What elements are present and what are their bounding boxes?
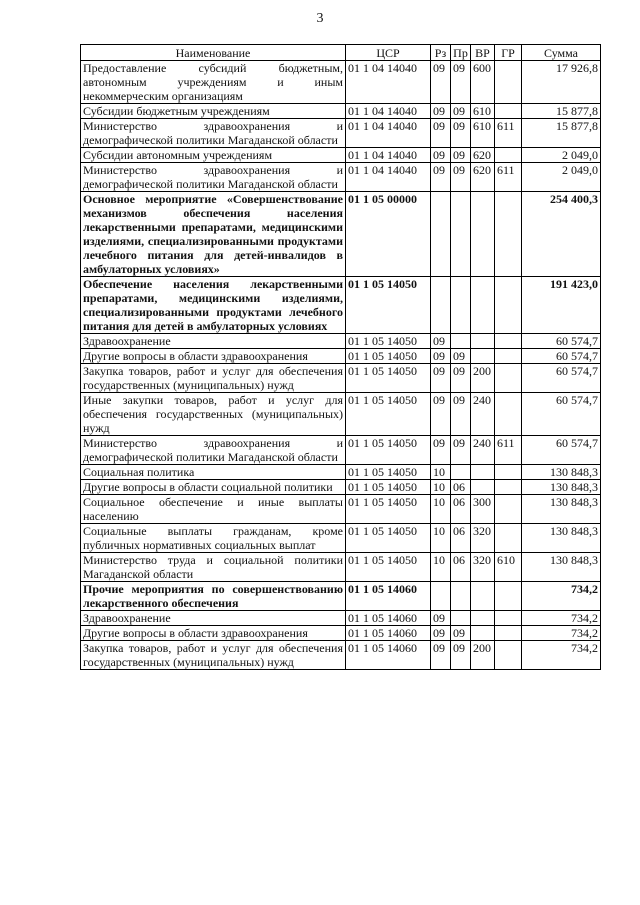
table-row — [81, 480, 601, 495]
cell-sum: 254 400,3 — [522, 192, 601, 277]
cell-gr — [495, 611, 522, 626]
cell-gr: 611 — [495, 436, 522, 465]
cell-vr — [471, 626, 495, 641]
cell-sum: 60 574,7 — [522, 364, 601, 393]
cell-gr — [495, 104, 522, 119]
cell-gr: 611 — [495, 163, 522, 192]
cell-sum: 60 574,7 — [522, 393, 601, 436]
cell-gr — [495, 277, 522, 334]
cell-csr: 01 1 05 14050 — [346, 277, 431, 334]
cell-pr: 09 — [451, 148, 471, 163]
cell-name: Министерство здравоохранения и демографической политики Магаданской области — [81, 163, 346, 192]
page-number: 3 — [316, 11, 324, 26]
cell-gr — [495, 364, 522, 393]
cell-gr — [495, 495, 522, 524]
table-row — [81, 334, 601, 349]
cell-pr: 09 — [451, 61, 471, 104]
cell-rz: 09 — [431, 334, 451, 349]
cell-rz: 09 — [431, 641, 451, 670]
cell-csr: 01 1 05 14050 — [346, 465, 431, 480]
cell-gr — [495, 192, 522, 277]
cell-sum: 130 848,3 — [522, 553, 601, 582]
cell-vr — [471, 582, 495, 611]
cell-vr: 300 — [471, 495, 495, 524]
cell-sum: 60 574,7 — [522, 349, 601, 364]
cell-name: Министерство труда и социальной политики Магаданской области — [81, 553, 346, 582]
cell-pr: 09 — [451, 436, 471, 465]
cell-pr — [451, 334, 471, 349]
cell-csr: 01 1 05 14050 — [346, 524, 431, 553]
cell-csr: 01 1 05 14050 — [346, 364, 431, 393]
cell-name: Министерство здравоохранения и демографической политики Магаданской области — [81, 119, 346, 148]
cell-vr: 610 — [471, 119, 495, 148]
cell-rz: 09 — [431, 364, 451, 393]
table-row — [81, 524, 601, 553]
cell-pr: 06 — [451, 553, 471, 582]
table-row — [81, 192, 601, 277]
cell-gr: 611 — [495, 119, 522, 148]
cell-csr: 01 1 05 14050 — [346, 334, 431, 349]
cell-pr: 06 — [451, 495, 471, 524]
cell-pr — [451, 277, 471, 334]
cell-name: Социальные выплаты гражданам, кроме публичных нормативных социальных выплат — [81, 524, 346, 553]
cell-name: Здравоохранение — [81, 611, 346, 626]
cell-csr: 01 1 05 14050 — [346, 553, 431, 582]
cell-csr: 01 1 04 14040 — [346, 104, 431, 119]
cell-pr: 09 — [451, 163, 471, 192]
budget-table — [80, 44, 601, 670]
cell-name: Обеспечение населения лекарственными препаратами, медицинскими изделиями, специализированными продуктами лечебного питания для детей в амбулаторных условиях — [81, 277, 346, 334]
cell-vr — [471, 334, 495, 349]
cell-pr: 09 — [451, 641, 471, 670]
cell-rz: 09 — [431, 163, 451, 192]
cell-rz: 10 — [431, 524, 451, 553]
cell-csr: 01 1 05 14060 — [346, 582, 431, 611]
cell-pr: 06 — [451, 524, 471, 553]
header-csr: ЦСР — [346, 45, 431, 61]
cell-csr: 01 1 05 00000 — [346, 192, 431, 277]
cell-gr — [495, 582, 522, 611]
cell-pr — [451, 611, 471, 626]
cell-csr: 01 1 05 14060 — [346, 626, 431, 641]
cell-vr — [471, 349, 495, 364]
cell-vr: 600 — [471, 61, 495, 104]
cell-sum: 734,2 — [522, 641, 601, 670]
cell-pr: 09 — [451, 119, 471, 148]
cell-rz: 09 — [431, 119, 451, 148]
cell-sum: 2 049,0 — [522, 148, 601, 163]
cell-rz: 09 — [431, 611, 451, 626]
table-row — [81, 277, 601, 334]
cell-sum: 734,2 — [522, 611, 601, 626]
cell-pr: 09 — [451, 364, 471, 393]
cell-name: Другие вопросы в области здравоохранения — [81, 349, 346, 364]
cell-rz: 09 — [431, 61, 451, 104]
cell-rz — [431, 582, 451, 611]
cell-gr: 610 — [495, 553, 522, 582]
table-body — [81, 61, 601, 670]
cell-csr: 01 1 04 14040 — [346, 163, 431, 192]
cell-vr — [471, 611, 495, 626]
table-row — [81, 611, 601, 626]
cell-name: Другие вопросы в области здравоохранения — [81, 626, 346, 641]
cell-gr — [495, 334, 522, 349]
cell-vr — [471, 480, 495, 495]
table-row — [81, 553, 601, 582]
header-vr: ВР — [471, 45, 495, 61]
cell-gr — [495, 641, 522, 670]
table-row — [81, 465, 601, 480]
cell-vr: 320 — [471, 553, 495, 582]
cell-gr — [495, 349, 522, 364]
cell-rz: 09 — [431, 436, 451, 465]
cell-sum: 2 049,0 — [522, 163, 601, 192]
table-row — [81, 641, 601, 670]
cell-rz — [431, 277, 451, 334]
cell-csr: 01 1 04 14040 — [346, 61, 431, 104]
cell-pr: 09 — [451, 626, 471, 641]
header-gr: ГР — [495, 45, 522, 61]
cell-gr — [495, 480, 522, 495]
cell-name: Предоставление субсидий бюджетным, автономным учреждениям и иным некоммерческим организациям — [81, 61, 346, 104]
cell-csr: 01 1 05 14060 — [346, 611, 431, 626]
cell-sum: 130 848,3 — [522, 495, 601, 524]
table-row — [81, 364, 601, 393]
cell-gr — [495, 465, 522, 480]
cell-rz: 09 — [431, 148, 451, 163]
cell-csr: 01 1 05 14050 — [346, 480, 431, 495]
cell-rz: 10 — [431, 495, 451, 524]
cell-sum: 60 574,7 — [522, 334, 601, 349]
cell-csr: 01 1 05 14050 — [346, 393, 431, 436]
cell-vr: 620 — [471, 148, 495, 163]
table-row — [81, 61, 601, 104]
cell-rz: 10 — [431, 553, 451, 582]
cell-sum: 130 848,3 — [522, 524, 601, 553]
cell-vr: 610 — [471, 104, 495, 119]
table-row — [81, 626, 601, 641]
table-header-row — [81, 45, 601, 61]
cell-csr: 01 1 05 14050 — [346, 436, 431, 465]
cell-gr — [495, 148, 522, 163]
cell-name: Социальное обеспечение и иные выплаты населению — [81, 495, 346, 524]
cell-gr — [495, 524, 522, 553]
cell-gr — [495, 61, 522, 104]
cell-csr: 01 1 04 14040 — [346, 119, 431, 148]
cell-sum: 17 926,8 — [522, 61, 601, 104]
header-name: Наименование — [81, 45, 346, 61]
table-row — [81, 349, 601, 364]
cell-vr: 200 — [471, 364, 495, 393]
cell-sum: 734,2 — [522, 626, 601, 641]
cell-csr: 01 1 05 14050 — [346, 349, 431, 364]
cell-csr: 01 1 05 14050 — [346, 495, 431, 524]
table-row — [81, 163, 601, 192]
table-row — [81, 104, 601, 119]
cell-sum: 15 877,8 — [522, 119, 601, 148]
cell-name: Прочие мероприятия по совершенствованию лекарственного обеспечения — [81, 582, 346, 611]
cell-vr: 240 — [471, 393, 495, 436]
cell-name: Иные закупки товаров, работ и услуг для обеспечения государственных (муниципальных) нужд — [81, 393, 346, 436]
cell-name: Закупка товаров, работ и услуг для обеспечения государственных (муниципальных) нужд — [81, 641, 346, 670]
cell-vr: 620 — [471, 163, 495, 192]
cell-csr: 01 1 05 14060 — [346, 641, 431, 670]
header-sum: Сумма — [522, 45, 601, 61]
cell-pr: 06 — [451, 480, 471, 495]
cell-name: Субсидии бюджетным учреждениям — [81, 104, 346, 119]
cell-pr: 09 — [451, 104, 471, 119]
cell-pr — [451, 582, 471, 611]
cell-vr: 200 — [471, 641, 495, 670]
cell-vr — [471, 192, 495, 277]
cell-vr — [471, 277, 495, 334]
cell-rz: 10 — [431, 465, 451, 480]
table-row — [81, 119, 601, 148]
cell-name: Закупка товаров, работ и услуг для обеспечения государственных (муниципальных) нужд — [81, 364, 346, 393]
cell-pr — [451, 192, 471, 277]
cell-vr: 240 — [471, 436, 495, 465]
cell-pr: 09 — [451, 349, 471, 364]
cell-vr — [471, 465, 495, 480]
cell-rz — [431, 192, 451, 277]
cell-rz: 10 — [431, 480, 451, 495]
cell-rz: 09 — [431, 393, 451, 436]
cell-csr: 01 1 04 14040 — [346, 148, 431, 163]
cell-sum: 734,2 — [522, 582, 601, 611]
cell-name: Субсидии автономным учреждениям — [81, 148, 346, 163]
table-row — [81, 582, 601, 611]
header-pr: Пр — [451, 45, 471, 61]
cell-pr — [451, 465, 471, 480]
cell-vr: 320 — [471, 524, 495, 553]
cell-sum: 191 423,0 — [522, 277, 601, 334]
table-row — [81, 393, 601, 436]
table-row — [81, 436, 601, 465]
cell-rz: 09 — [431, 104, 451, 119]
cell-sum: 130 848,3 — [522, 480, 601, 495]
cell-sum: 60 574,7 — [522, 436, 601, 465]
cell-name: Другие вопросы в области социальной политики — [81, 480, 346, 495]
cell-pr: 09 — [451, 393, 471, 436]
table-row — [81, 495, 601, 524]
cell-rz: 09 — [431, 626, 451, 641]
cell-sum: 15 877,8 — [522, 104, 601, 119]
cell-name: Социальная политика — [81, 465, 346, 480]
cell-name: Министерство здравоохранения и демографической политики Магаданской области — [81, 436, 346, 465]
header-rz: Рз — [431, 45, 451, 61]
cell-name: Основное мероприятие «Совершенствование механизмов обеспечения населения лекарственными препаратами, медицинскими изделиями, специализированными продуктами лечебного питания для детей-инвалидов в амбулаторных условиях» — [81, 192, 346, 277]
cell-gr — [495, 626, 522, 641]
cell-sum: 130 848,3 — [522, 465, 601, 480]
cell-rz: 09 — [431, 349, 451, 364]
table-row — [81, 148, 601, 163]
cell-gr — [495, 393, 522, 436]
cell-name: Здравоохранение — [81, 334, 346, 349]
